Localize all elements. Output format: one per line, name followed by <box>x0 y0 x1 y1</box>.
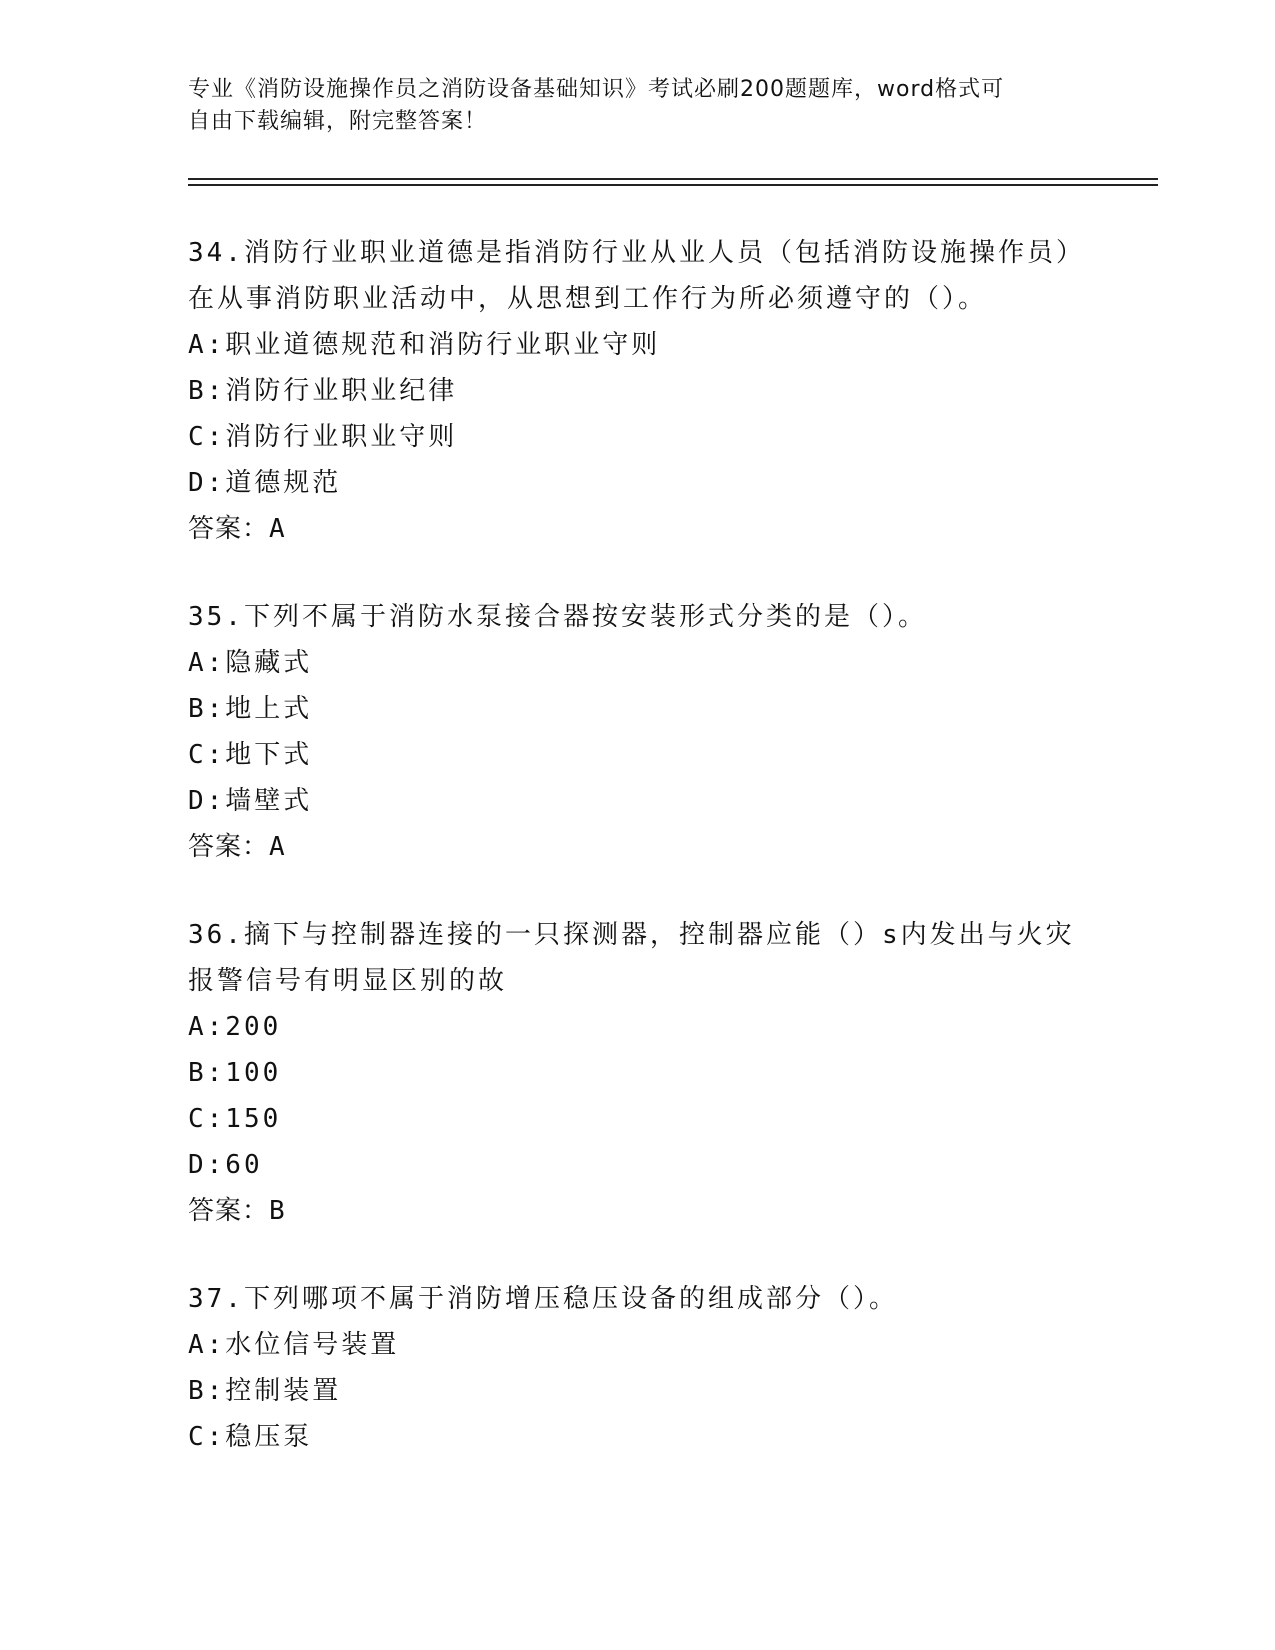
option-b: B:100 <box>188 1058 282 1088</box>
header-line-2: 自由下载编辑，附完整答案！ <box>188 109 488 134</box>
header-line-1: 专业《消防设施操作员之消防设备基础知识》考试必刷200题题库，word格式可 <box>188 77 1005 102</box>
option-b: B:消防行业职业纪律 <box>188 376 458 406</box>
answer-value: A <box>269 514 286 544</box>
answer-line <box>188 1188 1088 1234</box>
option-d: D:墙壁式 <box>188 786 313 816</box>
question-stem-line: 36.摘下与控制器连接的一只探测器，控制器应能（）s内发出与火灾 <box>188 920 1075 950</box>
question-stem-line: 报警信号有明显区别的故 <box>188 966 508 996</box>
question-35 <box>188 594 1088 870</box>
option-d: D:道德规范 <box>188 468 342 498</box>
answer-label: 答案： <box>188 514 270 544</box>
document-header <box>188 74 1068 138</box>
option-c: C:稳压泵 <box>188 1422 313 1452</box>
answer-label: 答案： <box>188 1196 270 1226</box>
option-d: D:60 <box>188 1150 263 1180</box>
answer-label: 答案： <box>188 832 270 862</box>
question-stem-line: 35.下列不属于消防水泵接合器按安装形式分类的是（）。 <box>188 602 927 632</box>
question-34 <box>188 230 1088 552</box>
question-stem-line: 在从事消防职业活动中，从思想到工作行为所必须遵守的（）。 <box>188 284 988 314</box>
option-a: A:水位信号装置 <box>188 1330 400 1360</box>
answer-value: A <box>269 832 286 862</box>
question-stem-line: 34.消防行业职业道德是指消防行业从业人员（包括消防设施操作员） <box>188 238 1085 268</box>
answer-line <box>188 506 1088 552</box>
question-37 <box>188 1276 1088 1460</box>
option-a: A:隐藏式 <box>188 648 313 678</box>
option-a: A:200 <box>188 1012 282 1042</box>
answer-line <box>188 824 1088 870</box>
option-c: C:地下式 <box>188 740 313 770</box>
answer-value: B <box>269 1196 286 1226</box>
question-list <box>188 230 1088 1502</box>
option-c: C:150 <box>188 1104 282 1134</box>
option-b: B:地上式 <box>188 694 313 724</box>
header-divider-bottom <box>188 184 1158 186</box>
header-divider-top <box>188 178 1158 180</box>
question-stem-line: 37.下列哪项不属于消防增压稳压设备的组成部分（）。 <box>188 1284 898 1314</box>
option-a: A:职业道德规范和消防行业职业守则 <box>188 330 661 360</box>
option-c: C:消防行业职业守则 <box>188 422 458 452</box>
question-36 <box>188 912 1088 1234</box>
option-b: B:控制装置 <box>188 1376 342 1406</box>
